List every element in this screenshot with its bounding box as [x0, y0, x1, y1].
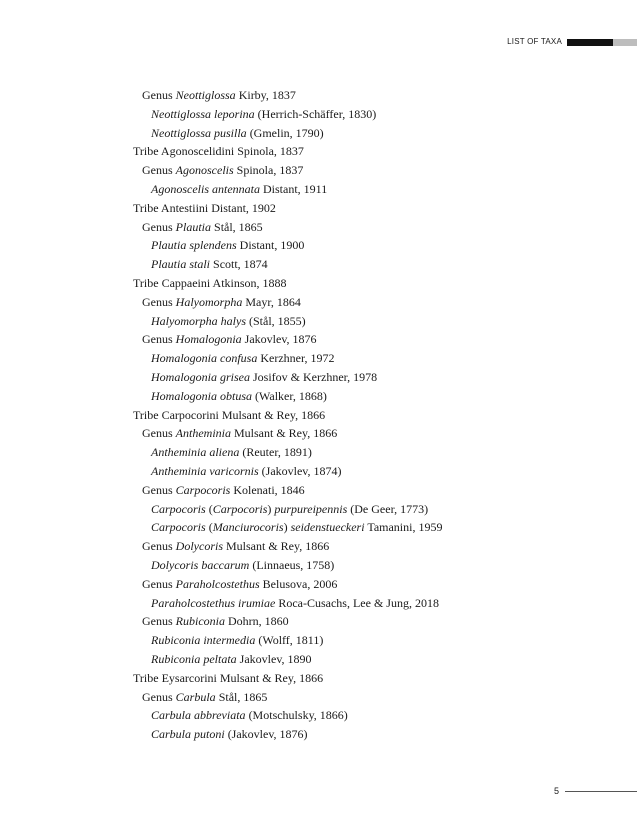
taxon-entry-genus: [0, 537, 600, 556]
taxon-text: (: [205, 520, 213, 535]
taxon-text: (Walker, 1868): [252, 388, 327, 403]
taxon-text: (Wolff, 1811): [255, 633, 324, 648]
taxon-text: Genus: [142, 88, 176, 102]
taxon-name-italic: Carpocoris: [175, 482, 231, 497]
taxon-name-italic: Carbula: [175, 689, 216, 704]
taxon-entry-species: [0, 725, 600, 744]
header-title: LIST OF TAXA: [507, 37, 562, 46]
taxon-name-italic: Agonoscelis antennata: [151, 181, 260, 196]
taxon-name-italic: Homalogonia obtusa: [151, 388, 253, 403]
taxon-text: Genus: [142, 332, 176, 347]
taxon-name-italic: Homalogonia: [175, 332, 242, 347]
taxon-text: Jakovlev, 1876: [241, 332, 317, 347]
taxon-entry-species: [0, 368, 600, 387]
taxon-text: Josifov & Kerzhner, 1978: [250, 369, 378, 384]
taxon-name-italic: Carpocoris: [151, 520, 206, 535]
taxon-entry-genus: [0, 481, 600, 500]
taxon-name-italic: Halyomorpha: [175, 294, 243, 309]
taxon-text: Genus: [142, 163, 176, 178]
taxon-text: Spinola, 1837: [233, 163, 304, 178]
page-footer: [554, 786, 637, 796]
taxon-entry-species: [0, 443, 600, 462]
taxon-entry-species: [0, 556, 600, 575]
taxon-name-italic: purpureipennis: [274, 501, 348, 516]
page-number: 5: [553, 786, 559, 796]
taxon-name-italic: Antheminia aliena: [151, 445, 240, 460]
taxon-text: Jakovlev, 1890: [236, 651, 312, 666]
taxon-text: Genus: [142, 294, 176, 309]
taxon-name-italic: Neottiglossa leporina: [151, 106, 255, 121]
taxon-text: (Gmelin, 1790): [246, 125, 324, 140]
taxon-entry-species: [0, 236, 600, 255]
taxon-name-italic: Halyomorpha halys: [151, 313, 246, 328]
taxon-entry-species: [0, 255, 600, 274]
taxon-text: Belusova, 2006: [259, 576, 338, 591]
taxon-text: Stål, 1865: [215, 689, 268, 704]
taxon-name-italic: Carbula abbreviata: [151, 708, 246, 723]
taxon-text: ): [267, 501, 275, 516]
taxon-text: Dohrn, 1860: [225, 614, 289, 629]
taxon-entry-genus: [0, 293, 600, 312]
taxon-text: Tribe Agonoscelidini Spinola, 1837: [133, 144, 304, 159]
taxon-name-italic: Homalogonia grisea: [151, 369, 250, 384]
taxon-entry-genus: [0, 688, 600, 707]
taxon-entry-tribe: [0, 669, 600, 688]
taxon-text: Tribe Eysarcorini Mulsant & Rey, 1866: [133, 670, 324, 685]
taxon-text: ): [283, 520, 291, 535]
taxon-text: Genus: [142, 614, 176, 629]
taxon-entry-genus: [0, 612, 600, 631]
taxon-text: Mulsant & Rey, 1866: [231, 426, 338, 441]
taxon-name-italic: Antheminia varicornis: [151, 463, 259, 478]
taxon-name-italic: Neottiglossa: [175, 88, 236, 102]
taxon-entry-species: [0, 180, 600, 199]
taxon-entry-tribe: [0, 199, 600, 218]
taxon-text: Distant, 1911: [259, 181, 328, 196]
taxon-text: Stål, 1865: [211, 219, 263, 234]
taxon-entry-species: [0, 594, 600, 613]
taxon-entry-tribe: [0, 142, 600, 161]
taxon-entry-genus: [0, 161, 600, 180]
taxon-entry-genus: [0, 330, 600, 349]
taxon-text: Roca-Cusachs, Lee & Jung, 2018: [275, 595, 439, 610]
taxon-name-italic: Paraholcostethus irumiae: [151, 595, 276, 610]
taxon-entry-genus: [0, 424, 600, 443]
taxon-name-italic: Dolycoris: [175, 539, 223, 554]
taxon-text: Tribe Cappaeini Atkinson, 1888: [133, 275, 287, 290]
header-bar-light: [613, 39, 637, 46]
taxon-entry-species: [0, 706, 600, 725]
taxon-text: Distant, 1900: [236, 238, 305, 253]
taxon-name-italic: Carpocoris: [212, 501, 268, 516]
taxon-name-italic: Agonoscelis: [175, 163, 234, 178]
taxon-text: Scott, 1874: [210, 257, 268, 272]
taxon-name-italic: Carbula putoni: [151, 727, 225, 742]
taxon-text: (Linnaeus, 1758): [249, 557, 335, 572]
taxon-text: Genus: [142, 219, 176, 234]
taxon-text: (Reuter, 1891): [239, 445, 312, 460]
taxon-text: Genus: [142, 482, 176, 497]
taxon-entry-tribe: [0, 406, 600, 425]
header-bar-dark: [567, 39, 613, 46]
taxon-name-italic: Homalogonia confusa: [151, 351, 258, 366]
taxon-entry-species: [0, 500, 600, 519]
taxon-text: (Jakovlev, 1876): [224, 727, 308, 742]
taxon-entry-genus: [0, 575, 600, 594]
taxon-entry-species: [0, 349, 600, 368]
taxon-entry-species: [0, 518, 600, 537]
taxon-entry-species: [0, 631, 600, 650]
taxon-name-italic: Plautia: [175, 219, 212, 234]
taxon-text: Tribe Antestiini Distant, 1902: [133, 200, 276, 215]
taxon-name-italic: seidenstueckeri: [290, 520, 365, 535]
running-header: [507, 38, 637, 46]
taxon-text: (Herrich-Schäffer, 1830): [254, 106, 377, 121]
taxon-entry-species: [0, 312, 600, 331]
taxon-name-italic: Paraholcostethus: [175, 576, 260, 591]
taxon-name-italic: Rubiconia: [175, 614, 225, 629]
taxon-text: Kirby, 1837: [235, 88, 296, 102]
footer-rule: [565, 791, 637, 792]
taxon-name-italic: Dolycoris baccarum: [151, 557, 250, 572]
taxon-text: (Stål, 1855): [246, 313, 306, 328]
taxon-name-italic: Rubiconia intermedia: [151, 633, 256, 648]
taxon-entry-species: [0, 105, 600, 124]
taxon-name-italic: Neottiglossa pusilla: [151, 125, 247, 140]
taxon-entry-genus: [0, 86, 600, 105]
taxon-entry-tribe: [0, 274, 600, 293]
taxon-name-italic: Rubiconia peltata: [151, 651, 237, 666]
taxon-text: (: [205, 501, 213, 516]
taxon-name-italic: Carpocoris: [151, 501, 206, 516]
taxon-text: Mulsant & Rey, 1866: [223, 539, 330, 554]
taxon-text: (Jakovlev, 1874): [258, 463, 342, 478]
taxon-text: Tamanini, 1959: [364, 520, 443, 535]
taxon-entry-species: [0, 462, 600, 481]
taxa-list: [0, 86, 600, 744]
taxon-text: Genus: [142, 689, 176, 704]
taxon-text: Kolenati, 1846: [230, 482, 305, 497]
taxon-text: Genus: [142, 426, 176, 441]
taxon-entry-species: [0, 650, 600, 669]
taxon-text: Mayr, 1864: [242, 294, 301, 309]
taxon-text: (Motschulsky, 1866): [245, 708, 348, 723]
taxon-entry-species: [0, 124, 600, 143]
taxon-entry-genus: [0, 218, 600, 237]
taxon-name-italic: Plautia stali: [151, 257, 211, 272]
taxon-text: Genus: [142, 539, 176, 554]
taxon-entry-species: [0, 387, 600, 406]
taxon-name-italic: Plautia splendens: [151, 238, 237, 253]
taxon-text: Kerzhner, 1972: [257, 351, 335, 366]
taxon-name-italic: Manciurocoris: [212, 520, 284, 535]
taxon-text: (De Geer, 1773): [347, 501, 429, 516]
taxon-name-italic: Antheminia: [175, 426, 231, 441]
taxon-text: Tribe Carpocorini Mulsant & Rey, 1866: [133, 407, 326, 422]
taxon-text: Genus: [142, 576, 176, 591]
